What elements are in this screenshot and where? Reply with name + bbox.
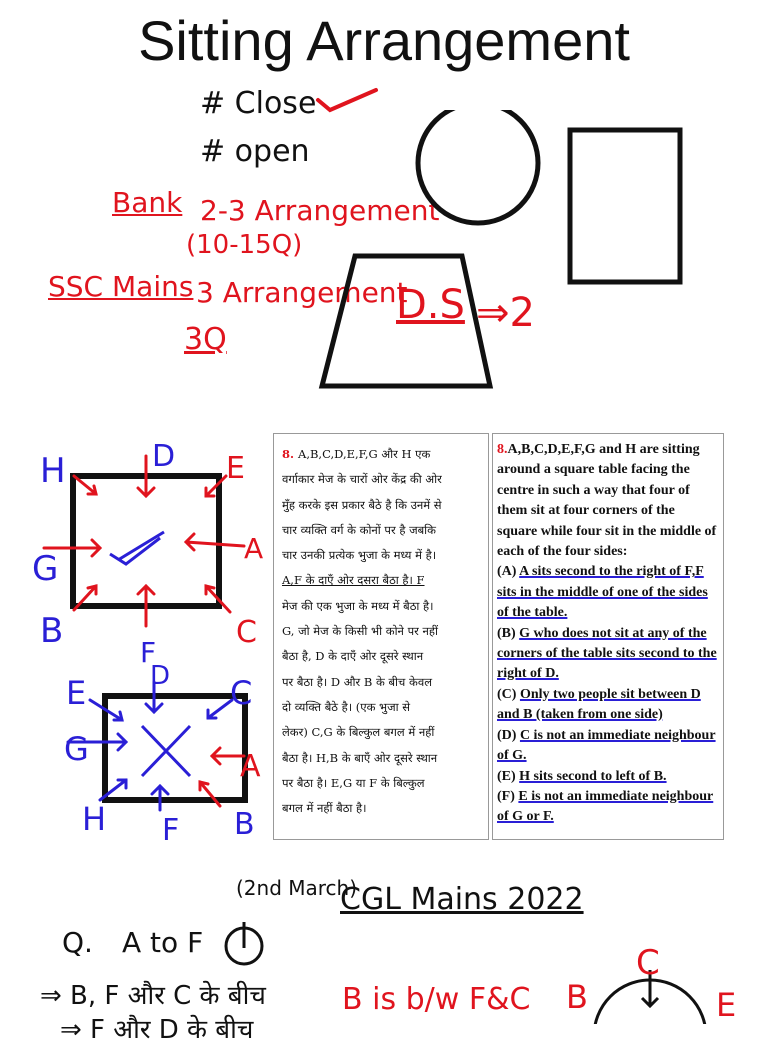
label-bottom-right: B <box>234 807 255 842</box>
question-option <box>497 624 717 685</box>
note-open: # open <box>200 134 310 169</box>
label-top: D <box>152 439 176 474</box>
question-hindi-line: बैठा है, D के दाएँ ओर दूसरे स्थान <box>282 649 424 664</box>
question-option <box>497 562 717 623</box>
label-top-left: E <box>66 674 87 712</box>
note-line-2: ⇒ F और D के बीच <box>60 1015 254 1045</box>
option-text: A sits second to the right of F,F sits in the middle of one of the sides of the table. <box>497 564 708 621</box>
option-label: (D) <box>497 727 520 743</box>
note-bank-label: Bank <box>112 186 183 219</box>
question-option <box>497 726 717 767</box>
question-option <box>497 787 717 828</box>
label-bottom: F <box>140 636 157 669</box>
question-range: A to F <box>122 926 204 959</box>
option-text: H sits second to left of B. <box>519 768 667 784</box>
table-shapes <box>300 110 720 400</box>
option-text: Only two people sit between D and B (taken from one side) <box>497 686 701 723</box>
note-ds: D.S <box>396 282 465 328</box>
note-red: B is b/w F&C <box>342 982 531 1017</box>
option-label: (A) <box>497 564 520 580</box>
trapezoid-shape <box>322 256 490 386</box>
arrangement-diagram-2 <box>30 660 270 850</box>
option-label: (E) <box>497 768 520 784</box>
question-hindi-line: चार उनकी प्रत्येक भुजा के मध्य में है। <box>282 548 437 563</box>
question-number: 8. <box>497 442 508 457</box>
label-top-right: E <box>226 451 245 486</box>
question-option <box>497 767 717 787</box>
option-text: G who does not sit at any of the corners of the table sits second to the right of D. <box>497 625 717 682</box>
question-label: Q. <box>62 926 93 959</box>
circle-label-left: B <box>566 978 588 1016</box>
exam-name: CGL Mains 2022 <box>340 882 584 917</box>
label-top-left: H <box>40 451 66 491</box>
label-left: G <box>32 549 59 589</box>
label-right: A <box>240 749 261 784</box>
exam-date: (2nd March) <box>236 876 358 900</box>
question-hindi-line: G, जो मेज के किसी भी कोने पर नहीं <box>282 624 438 639</box>
question-option <box>497 685 717 726</box>
label-bottom-right: C <box>236 615 257 650</box>
question-hindi-panel <box>273 433 489 840</box>
question-number: 8. <box>282 447 299 461</box>
question-english-panel <box>492 433 724 840</box>
circle-label-right: E <box>716 986 737 1024</box>
page-title: Sitting Arrangement <box>138 9 630 72</box>
label-bottom: F <box>162 813 180 848</box>
question-options-list <box>497 562 717 827</box>
label-left: G <box>64 730 89 768</box>
note-ssc-label: SSC Mains <box>48 270 194 303</box>
note-line-1: ⇒ B, F और C के बीच <box>40 981 266 1011</box>
note-close: # Close <box>200 86 317 121</box>
label-top-right: C <box>230 674 253 712</box>
question-hindi-line: 8. A,B,C,D,E,F,G और H एक <box>282 447 431 461</box>
label-top: D <box>150 661 171 691</box>
question-english-intro: 8.A,B,C,D,E,F,G and H are sitting around a square table facing the centre in such a way that four of them sit at four corners of the square while four sit in the middle of each of the four sides: <box>497 442 717 560</box>
question-hindi-line: पर बैठा है। D और B के बीच केवल <box>282 674 433 689</box>
note-bank-text: 2-3 Arrangement <box>200 194 440 227</box>
circle-label-top: C <box>636 943 660 983</box>
question-hindi-line: मुँह करके इस प्रकार बैठे है कि उनमें से <box>282 497 442 512</box>
question-hindi-line: पर बैठा है। E,G या F के बिल्कुल <box>282 775 425 790</box>
note-bank-sub: (10-15Q) <box>186 230 303 260</box>
option-label: (B) <box>497 625 520 641</box>
circle-arrow-icon <box>220 918 268 968</box>
arrangement-diagram-1 <box>30 436 270 676</box>
option-text: E is not an immediate neighbour of G or F. <box>497 788 714 825</box>
question-hindi-line: बगल में नहीं बैठा है। <box>282 801 367 816</box>
question-hindi-text <box>282 442 482 821</box>
question-hindi-line: बैठा है। H,B के बाएँ ओर दूसरे स्थान <box>282 750 438 765</box>
option-label: (C) <box>497 686 520 702</box>
bottom-circle-diagram <box>560 940 760 1024</box>
question-hindi-line: मेज की एक भुजा के मध्य में बैठा है। <box>282 598 434 613</box>
option-text: C is not an immediate neighbour of G. <box>497 727 716 764</box>
note-ssc-text: 3 Arrangement <box>196 276 408 309</box>
rectangle-shape <box>570 130 680 282</box>
question-hindi-line: चार व्यक्ति वर्ग के कोनों पर है जबकि <box>282 522 436 537</box>
note-ds-count: ⇒2 <box>476 290 535 336</box>
question-hindi-line: वर्गाकार मेज के चारों ओर केंद्र की ओर <box>282 472 442 487</box>
label-bottom-left: B <box>40 611 64 651</box>
circle-shape <box>418 110 538 223</box>
question-hindi-line: दो व्यक्ति बैठे है। (एक भुजा से <box>282 699 411 714</box>
option-label: (F) <box>497 788 519 804</box>
note-ssc-sub: 3Q <box>184 322 227 357</box>
label-bottom-left: H <box>82 800 107 838</box>
question-hindi-line: A,F के दाएँ ओर दसरा बैठा है। F <box>282 573 425 588</box>
label-right: A <box>244 532 264 565</box>
question-hindi-line: लेकर) C,G के बिल्कुल बगल में नहीं <box>282 725 435 740</box>
